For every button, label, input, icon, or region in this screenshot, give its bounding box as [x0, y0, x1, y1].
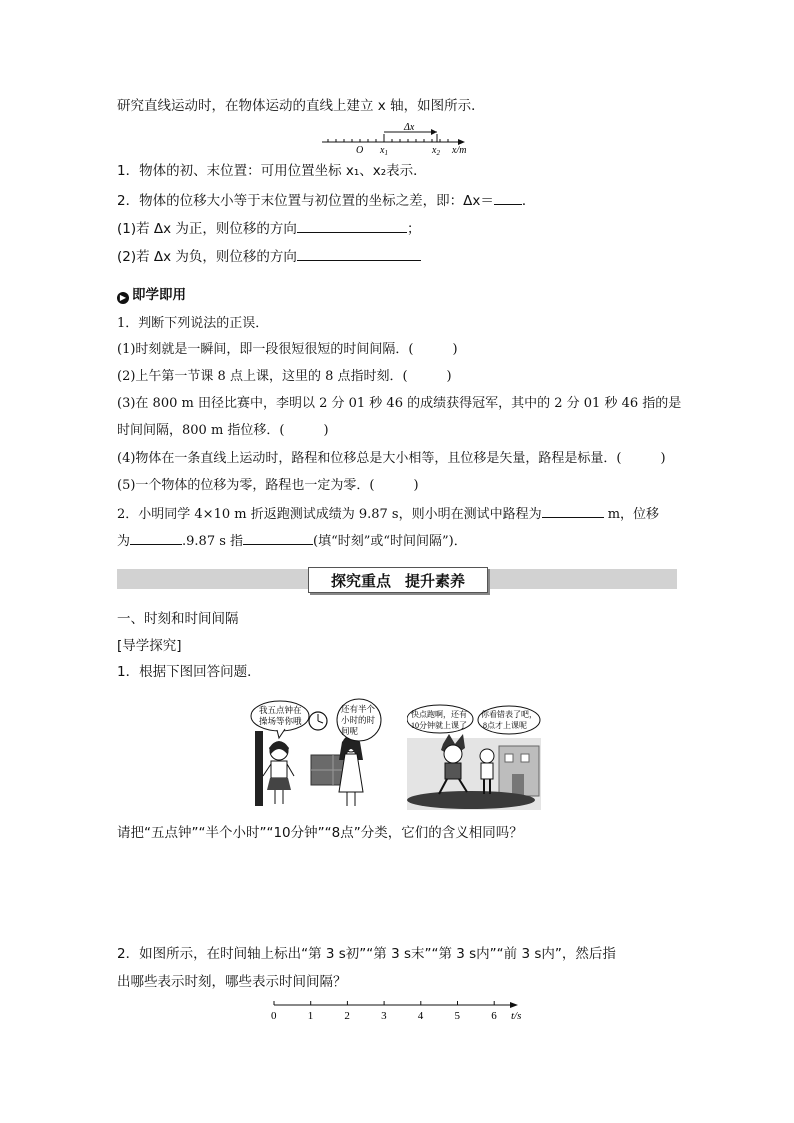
displacement-formula-text: 2．物体的位移大小等于末位置与初位置的坐标之差，即：Δx＝	[117, 193, 494, 209]
initial-final-position-text: 1．物体的初、末位置：可用位置坐标 x₁、x₂表示．	[117, 163, 427, 179]
x2-label: x	[432, 145, 437, 156]
positive-direction-blank[interactable]	[297, 218, 407, 233]
shuttle-run-question	[117, 503, 659, 525]
bubble-five-oclock-1: 我五点钟在	[259, 705, 302, 715]
displacement-blank[interactable]	[130, 530, 182, 545]
delta-x-label: Δx	[404, 122, 415, 133]
bubble-half-hour-2: 小时的时	[341, 715, 376, 725]
judge-item-3: (3)在 800 m 田径比赛中，李明以 2 分 01 秒 46 的成绩获得冠军，其中的 2 分 01 秒 46 指的是	[117, 396, 682, 411]
time-tick-label: 4	[417, 1010, 424, 1022]
negative-direction-text: (2)若 Δx 为负，则位移的方向	[117, 249, 297, 265]
x1-label: x	[380, 145, 385, 156]
positive-direction-line	[117, 218, 420, 239]
bubble-half-hour-3: 间呢	[341, 726, 359, 736]
classify-prompt: 请把“五点钟”“半个小时”“10分钟”“8点”分类，它们的含义相同吗？	[117, 825, 523, 841]
practice-heading-text: 即学即用	[132, 287, 186, 303]
section-title-box	[308, 567, 488, 593]
time-tick-label: 2	[344, 1010, 350, 1022]
position-axis-figure	[320, 120, 480, 158]
judge-item-5: (5)一个物体的位移为零，路程也一定为零．( )	[117, 478, 419, 493]
origin-label: O	[356, 145, 364, 156]
bubble-ten-minutes-1: 快点跑啊，还有	[411, 710, 467, 719]
bubble-five-oclock-2: 操场等你哦	[259, 716, 302, 726]
shuttle-run-text-2: m，位移	[607, 507, 660, 522]
shuttle-run-text-4: .9.87 s 指	[182, 534, 244, 549]
part1-question-2-cont: 出哪些表示时刻，哪些表示时间间隔？	[117, 974, 347, 990]
part1-title: 一、时刻和时间间隔	[117, 611, 239, 627]
distance-blank[interactable]	[542, 503, 604, 518]
bubble-eight-oclock-2: 8点才上课呢	[483, 721, 527, 730]
time-tick-label: 1	[307, 1010, 314, 1022]
bubble-ten-minutes-2: 10分钟就上课了	[411, 721, 467, 730]
shuttle-run-text: 2．小明同学 4×10 m 折返跑测试成绩为 9.87 s，则小明在测试中路程为	[117, 507, 542, 522]
time-axis-figure	[266, 997, 536, 1023]
guided-inquiry-tag: [导学探究]	[117, 638, 182, 654]
negative-direction-blank[interactable]	[297, 246, 421, 261]
shuttle-run-question-cont	[117, 530, 467, 552]
comic-left-panel	[247, 698, 382, 810]
time-tick-label: 6	[491, 1010, 497, 1022]
judge-item-4: (4)物体在一条直线上运动时，路程和位移总是大小相等，且位移是矢量，路程是标量．( )	[117, 451, 666, 466]
x2-subscript: 2	[436, 149, 440, 157]
formula-period: ．	[521, 193, 536, 209]
bubble-eight-oclock-1: 你看错表了吧，	[481, 710, 537, 719]
svg-text:x1	[379, 145, 388, 157]
time-tick-label: 3	[381, 1010, 387, 1022]
displacement-answer-blank[interactable]	[494, 190, 522, 205]
negative-direction-line	[117, 246, 421, 267]
judge-item-2: (2)上午第一节课 8 点上课，这里的 8 点指时刻．( )	[117, 369, 452, 384]
svg-text:x2	[431, 145, 440, 157]
shuttle-run-text-3: 为	[117, 534, 131, 549]
intro-sentence: 研究直线运动时，在物体运动的直线上建立 x 轴，如图所示．	[117, 98, 485, 114]
play-icon: ▶	[117, 292, 129, 304]
shuttle-run-text-5: (填“时刻”或“时间间隔”)．	[313, 534, 467, 549]
bubble-half-hour-1: 还有半个	[341, 704, 376, 714]
axis-unit-label: x/m	[452, 145, 467, 156]
section-title-right: 提升素养	[405, 571, 466, 590]
section-title-left: 探究重点	[330, 571, 391, 590]
comic-right-panel	[407, 704, 541, 810]
displacement-formula-line	[117, 190, 535, 211]
semicolon: ；	[406, 221, 421, 237]
x1-subscript: 1	[384, 149, 388, 157]
clock-icon	[309, 712, 327, 730]
time-axis-arrow	[510, 1002, 518, 1008]
time-tick-label: 0	[271, 1010, 277, 1022]
positive-direction-text: (1)若 Δx 为正，则位移的方向	[117, 221, 297, 237]
judge-question-title: 1．判断下列说法的正误．	[117, 316, 269, 331]
time-axis-unit: t/s	[511, 1010, 522, 1022]
girl-left	[263, 741, 294, 804]
practice-heading	[117, 285, 186, 305]
girl-right	[339, 736, 363, 806]
time-type-blank[interactable]	[243, 530, 313, 545]
judge-item-3-cont: 时间间隔，800 m 指位移．( )	[117, 423, 329, 438]
time-tick-label: 5	[454, 1010, 460, 1022]
part1-question-1: 1．根据下图回答问题．	[117, 664, 261, 680]
part1-question-2: 2．如图所示，在时间轴上标出“第 3 s初”“第 3 s末”“第 3 s内”“前 3 s内”，然后指	[117, 946, 616, 962]
judge-item-1: (1)时刻就是一瞬间，即一段很短很短的时间间隔．( )	[117, 342, 458, 357]
